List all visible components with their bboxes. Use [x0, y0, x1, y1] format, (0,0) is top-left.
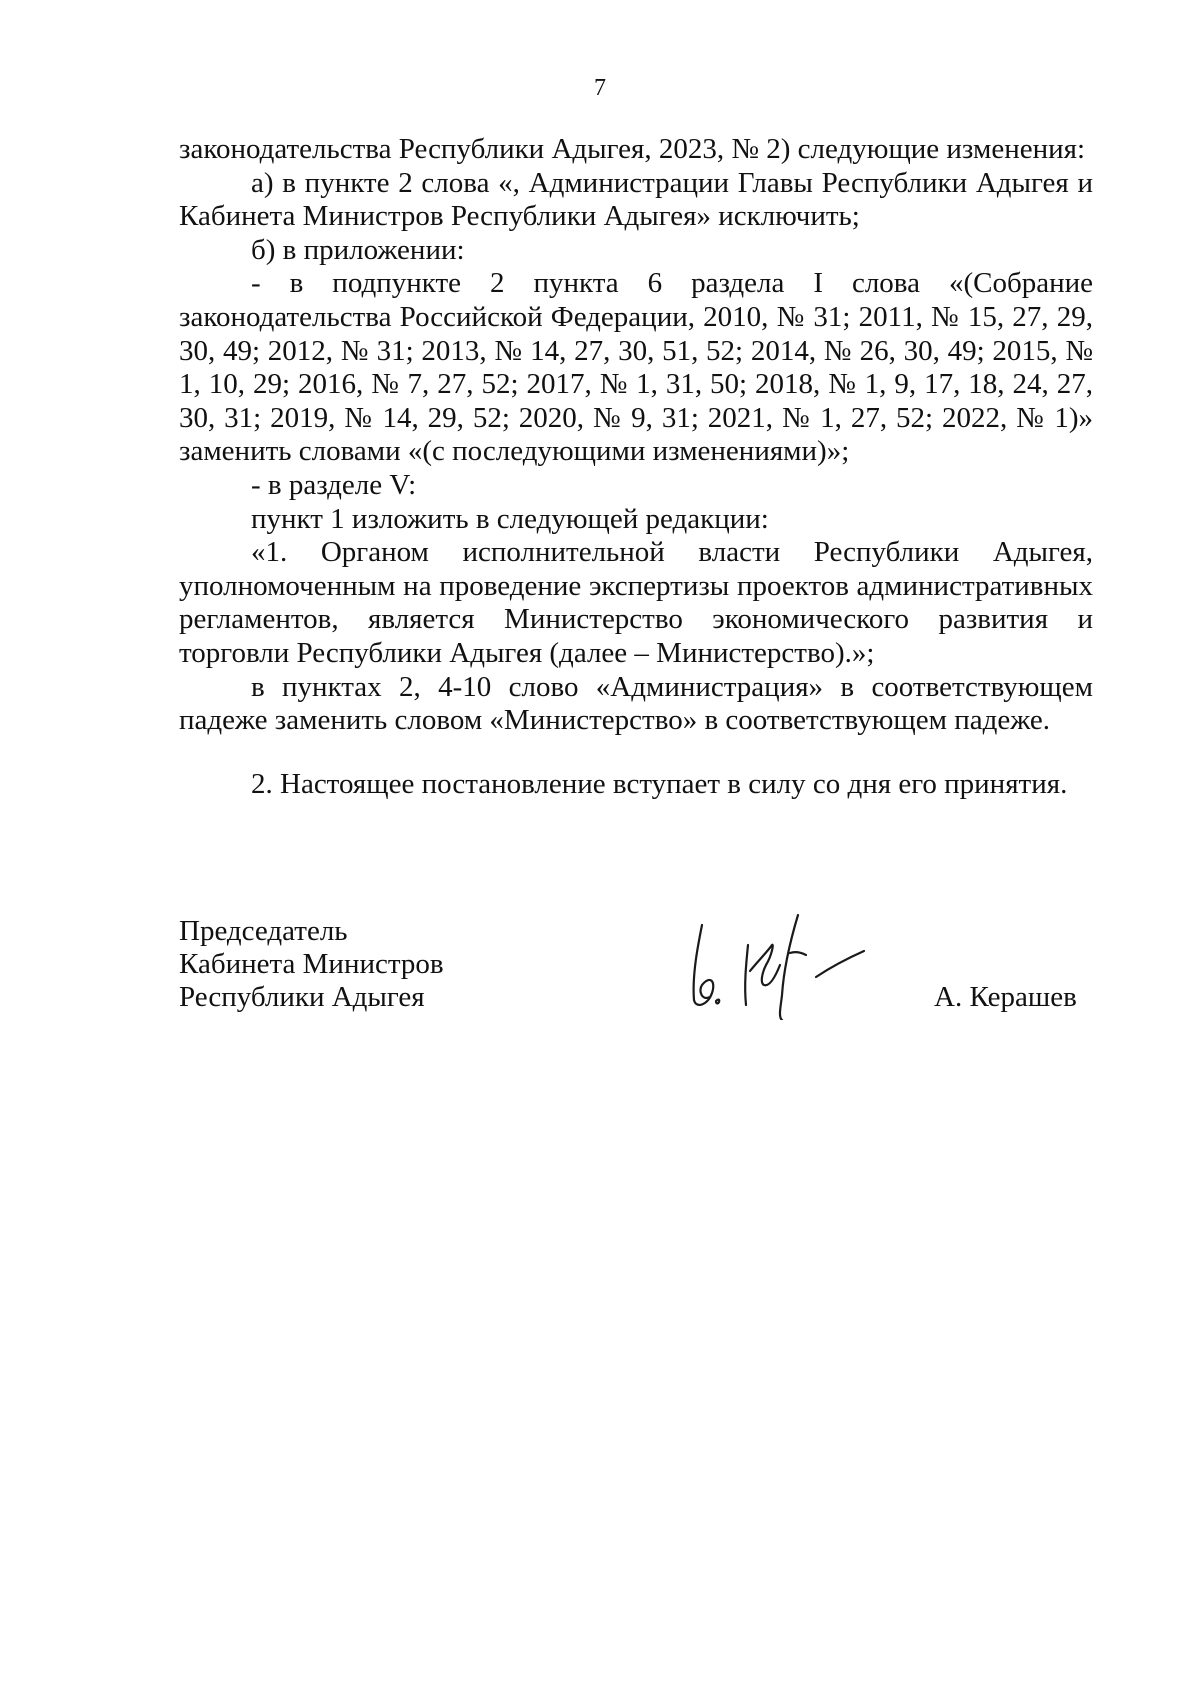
paragraph-item-b: б) в приложении: — [251, 233, 465, 266]
signatory-title — [179, 915, 444, 1014]
paragraph-point-1-intro: пункт 1 изложить в следующей редакции: — [251, 502, 769, 535]
page-number: 7 — [594, 75, 606, 101]
paragraph-subitem-section-1: - в подпункте 2 пункта 6 раздела I слова «(Собрание законодательства Российской Федерации, 2010, № 31; 2011, № 15, 27, 29, 30, 49; 2012, № 31; 2013, № 14, 27, 30, 51, 52; 2014, № 26, 30, 49; 2015, № 1, 10, 29; 2016, № 7, 27, 52; 2017, № 1, 31, 50; 2018, № 1, 9, 17, 18, 24, 27, 30, 31; 2019, № 14, 29, 52; 2020, № 9, 31; 2021, № 1, 27, 52; 2022, № 1)» заменить словами «(с последующими изменениями)»; — [179, 267, 1093, 468]
signatory-title-line: Председатель — [179, 915, 348, 947]
signatory-title-line: Республики Адыгея — [179, 981, 425, 1013]
paragraph-effective-date: 2. Настоящее постановление вступает в силу со дня его принятия. — [251, 767, 1068, 800]
paragraph-subitem-section-5: - в разделе V: — [251, 468, 417, 501]
document-body — [179, 133, 1093, 801]
paragraph-continuation: законодательства Республики Адыгея, 2023, № 2) следующие изменения: — [179, 133, 1086, 165]
signatory-name: А. Керашев — [934, 981, 1077, 1013]
signatory-title-line: Кабинета Министров — [179, 948, 444, 980]
handwritten-signature — [688, 905, 868, 1020]
paragraph-point-1-text: «1. Органом исполнительной власти Республики Адыгея, уполномоченным на проведение экспертизы проектов административных регламентов, является Министерство экономического развития и торговли Республики Адыгея (далее – Министерство).»; — [179, 536, 1093, 669]
paragraph-points-2-10: в пунктах 2, 4-10 слово «Администрация» в соответствующем падеже заменить словом «Министерство» в соответствующем падеже. — [179, 670, 1093, 737]
paragraph-item-a: а) в пункте 2 слова «, Администрации Главы Республики Адыгея и Кабинета Министров Республики Адыгея» исключить; — [179, 166, 1093, 233]
